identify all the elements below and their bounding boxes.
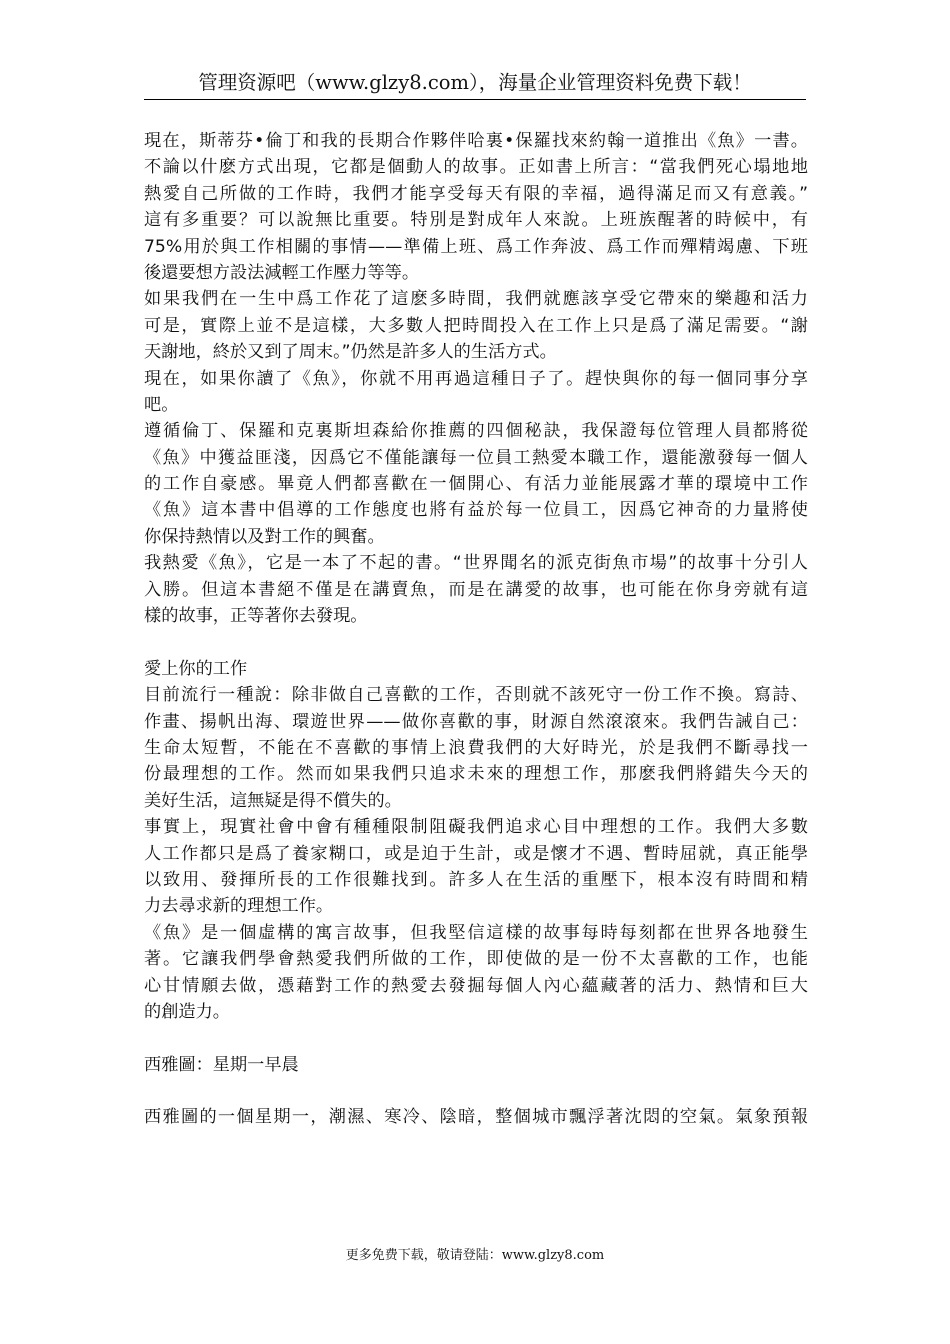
text-line: 心甘情願去做，憑藉對工作的熱愛去發掘每個人內心蘊藏著的活力、熱情和巨大 (144, 975, 808, 996)
text-line: 熱愛自己所做的工作時，我們才能享受每天有限的幸福，過得滿足而又有意義。” (144, 183, 808, 204)
text-line: 75%用於與工作相關的事情——準備上班、爲工作奔波、爲工作而殫精竭慮、下班 (144, 236, 808, 257)
text-line: 入勝。但這本書絕不僅是在講賣魚，而是在講愛的故事，也可能在你身旁就有這 (144, 579, 808, 600)
page-footer: 更多免费下载，敬请登陆：www.glzy8.com (345, 1248, 605, 1263)
body-text (144, 128, 808, 1131)
section-heading: 愛上你的工作 (144, 658, 248, 679)
text-line: 《魚》這本書中倡導的工作態度也將有益於每一位員工，因爲它神奇的力量將使 (144, 500, 808, 521)
blank-line (144, 1025, 808, 1051)
text-line: 這有多重要？可以說無比重要。特別是對成年人來說。上班族醒著的時候中，有 (144, 210, 808, 231)
text-line: 《魚》是一個虛構的寓言故事，但我堅信這樣的故事每時每刻都在世界各地發生 (144, 922, 808, 943)
text-line: 份最理想的工作。然而如果我們只追求未來的理想工作，那麽我們將錯失今天的 (144, 764, 808, 785)
text-line: 可是，實際上並不是這樣，大多數人把時間投入在工作上只是爲了滿足需要。“謝 (144, 315, 808, 336)
text-line: 現在，斯蒂芬•倫丁和我的長期合作夥伴哈裏•保羅找來約翰一道推出《魚》一書。 (144, 131, 808, 151)
text-line: 著。它讓我們學會熱愛我們所做的工作，即使做的是一份不太喜歡的工作，也能 (144, 949, 808, 970)
text-line: 事實上，現實社會中會有種種限制阻礙我們追求心目中理想的工作。我們大多數 (144, 817, 808, 838)
text-line: 美好生活，這無疑是得不償失的。 (144, 790, 402, 811)
text-line: 天謝地，終於又到了周末。”仍然是許多人的生活方式。 (144, 342, 557, 363)
text-line: 目前流行一種說：除非做自己喜歡的工作，否則就不該死守一份工作不換。寫詩、 (144, 685, 808, 706)
blank-line (144, 1078, 808, 1104)
text-line: 不論以什麽方式出現，它都是個動人的故事。正如書上所言：“當我們死心塌地地 (144, 157, 808, 178)
text-line: 我熱愛《魚》，它是一本了不起的書。“世界聞名的派克街魚市場”的故事十分引人 (144, 553, 808, 574)
text-line: 你保持熱情以及對工作的興奮。 (144, 526, 385, 547)
text-line: 作畫、揚帆出海、環遊世界——做你喜歡的事，財源自然滾滾來。我們告誡自己： (144, 711, 808, 732)
text-line: 後還要想方設法減輕工作壓力等等。 (144, 262, 420, 283)
text-line: 力去尋求新的理想工作。 (144, 896, 334, 917)
text-line: 樣的故事，正等著你去發現。 (144, 606, 368, 627)
text-line: 以致用、發揮所長的工作很難找到。許多人在生活的重壓下，根本沒有時間和精 (144, 869, 808, 890)
text-line: 吧。 (144, 394, 179, 415)
text-line: 的工作自豪感。畢竟人們都喜歡在一個開心、有活力並能展露才華的環境中工作 (144, 474, 808, 495)
text-line: 西雅圖的一個星期一，潮濕、寒冷、陰暗，整個城市飄浮著沈悶的空氣。氣象預報 (144, 1107, 808, 1128)
text-line: 的創造力。 (144, 1001, 230, 1022)
page-header: 管理资源吧（www.glzy8.com），海量企业管理资料免费下载！ (144, 68, 806, 100)
blank-line (144, 629, 808, 655)
text-line: 現在，如果你讀了《魚》，你就不用再過這種日子了。趕快與你的每一個同事分享 (144, 368, 808, 389)
text-line: 人工作都只是爲了養家糊口，或是迫于生計，或是懷才不遇、暫時屈就，真正能學 (144, 843, 808, 864)
text-line: 如果我們在一生中爲工作花了這麽多時間，我們就應該享受它帶來的樂趣和活力 (144, 289, 808, 310)
section-heading: 西雅圖：星期一早晨 (144, 1054, 299, 1075)
text-line: 生命太短暫，不能在不喜歡的事情上浪費我們的大好時光，於是我們不斷尋找一 (144, 737, 808, 758)
text-line: 遵循倫丁、保羅和克裏斯坦森給你推薦的四個秘訣，我保證每位管理人員都將從 (144, 421, 808, 442)
text-line: 《魚》中獲益匪淺，因爲它不僅能讓每一位員工熱愛本職工作，還能激發每一個人 (144, 447, 808, 468)
